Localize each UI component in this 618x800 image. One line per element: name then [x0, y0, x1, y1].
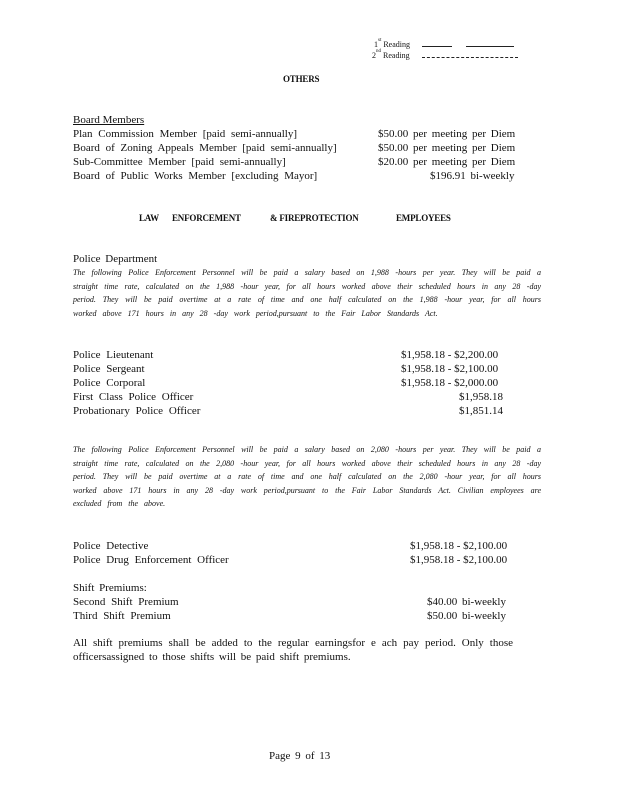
police-rank-value: $1,851.14 — [459, 405, 503, 417]
police-rank-value: $1,958.18 — [459, 391, 503, 403]
police-rank-label: Police Drug Enforcement Officer — [73, 554, 229, 566]
police-rank-row — [73, 348, 543, 362]
section-title: OTHERS — [283, 74, 320, 84]
board-members-heading: Board Members — [73, 114, 145, 126]
police-rank-value: $1,958.18 - $2,200.00 — [401, 349, 499, 361]
police-salary-paragraph-2080: The following Police Enforcement Personnel will be paid a salary based on 2,080 -hours per year. They will be paid a straight time rate, calculated on the 2,080 -hour year, for all hours worked above their scheduled hours in any 28 -day period. They will be paid overtime at a rate of time and one half calculated on the 2,080 -hour year, for all hours worked above 171 hours in any 28 -day work period,pursuant to the Fair Labor Standards Act. Civilian employees are excluded from the above. — [73, 445, 541, 508]
shift-premium-value: $40.00 bi-weekly — [427, 596, 506, 608]
second-reading-number: 2 — [372, 51, 376, 60]
board-row-label: Board of Public Works Member [excluding Mayor] — [73, 170, 318, 182]
police-rank-label: Police Lieutenant — [73, 349, 154, 361]
law-heading-part1: LAW — [139, 213, 159, 223]
board-row-value: $20.00 per meeting per Diem — [378, 156, 516, 168]
law-heading-part4: EMPLOYEES — [396, 213, 451, 223]
first-reading-sup: st — [378, 38, 382, 43]
police-salary-paragraph-1988: The following Police Enforcement Personnel will be paid a salary based on 1,988 -hours per year. They will be paid a straight time rate, calculated on the 1,988 -hour year, for all hours worked above their scheduled hours in any 28 -day period. They will be paid overtime at a rate of time and one half calculated on the 1,988 -hour year, for all hours worked above 171 hours in any 28 -day work period,pursuant to the Fair Labor Standards Act. — [73, 268, 541, 318]
shift-premium-note: All shift premiums shall be added to the regular earningsfor e ach pay period. Only those officersassigned to those shifts will be paid shift premiums. — [73, 637, 513, 663]
shift-premium-label: Second Shift Premium — [73, 596, 179, 608]
board-row-label: Plan Commission Member [paid semi-annually] — [73, 128, 298, 140]
board-row — [73, 127, 543, 141]
board-row — [73, 169, 543, 183]
board-row-label: Board of Zoning Appeals Member [paid semi-annually] — [73, 142, 337, 154]
law-heading-part3: & FIREPROTECTION — [270, 213, 359, 223]
police-rank-row — [73, 404, 543, 418]
first-reading-blank-a — [422, 38, 452, 47]
board-row-value: $196.91 bi-weekly — [430, 170, 515, 182]
shift-premiums-heading: Shift Premiums: — [73, 582, 147, 594]
shift-premium-value: $50.00 bi-weekly — [427, 610, 506, 622]
second-reading-blank — [422, 49, 518, 58]
law-heading-part2: ENFORCEMENT — [172, 213, 241, 223]
police-rank-label: Police Corporal — [73, 377, 146, 389]
police-department-heading: Police Department — [73, 253, 158, 265]
board-row-value: $50.00 per meeting per Diem — [378, 142, 516, 154]
police-rank-value: $1,958.18 - $2,000.00 — [401, 377, 499, 389]
police-rank-value: $1,958.18 - $2,100.00 — [410, 554, 508, 566]
police-rank-label: Police Detective — [73, 540, 149, 552]
police-rank-label: Police Sergeant — [73, 363, 145, 375]
police-rank-label: Probationary Police Officer — [73, 405, 201, 417]
board-row — [73, 155, 543, 169]
first-reading-number: 1 — [374, 40, 378, 49]
shift-premium-row — [73, 595, 543, 609]
first-reading-label: Reading — [381, 40, 411, 49]
police-rank-label: First Class Police Officer — [73, 391, 194, 403]
shift-premium-label: Third Shift Premium — [73, 610, 171, 622]
second-reading-line — [372, 49, 518, 61]
police-rank-row — [73, 390, 543, 404]
first-reading-blank-b — [466, 38, 514, 47]
police-rank-value: $1,958.18 - $2,100.00 — [410, 540, 508, 552]
second-reading-sup: nd — [376, 49, 381, 54]
police-rank-row — [73, 539, 543, 553]
shift-premium-row — [73, 609, 543, 623]
police-rank-row — [73, 362, 543, 376]
page-number: Page 9 of 13 — [269, 750, 331, 762]
board-row-value: $50.00 per meeting per Diem — [378, 128, 516, 140]
police-rank-row — [73, 553, 543, 567]
board-row-label: Sub-Committee Member [paid semi-annually] — [73, 156, 286, 168]
second-reading-label: Reading — [381, 51, 410, 60]
police-rank-value: $1,958.18 - $2,100.00 — [401, 363, 499, 375]
police-rank-row — [73, 376, 543, 390]
board-row — [73, 141, 543, 155]
